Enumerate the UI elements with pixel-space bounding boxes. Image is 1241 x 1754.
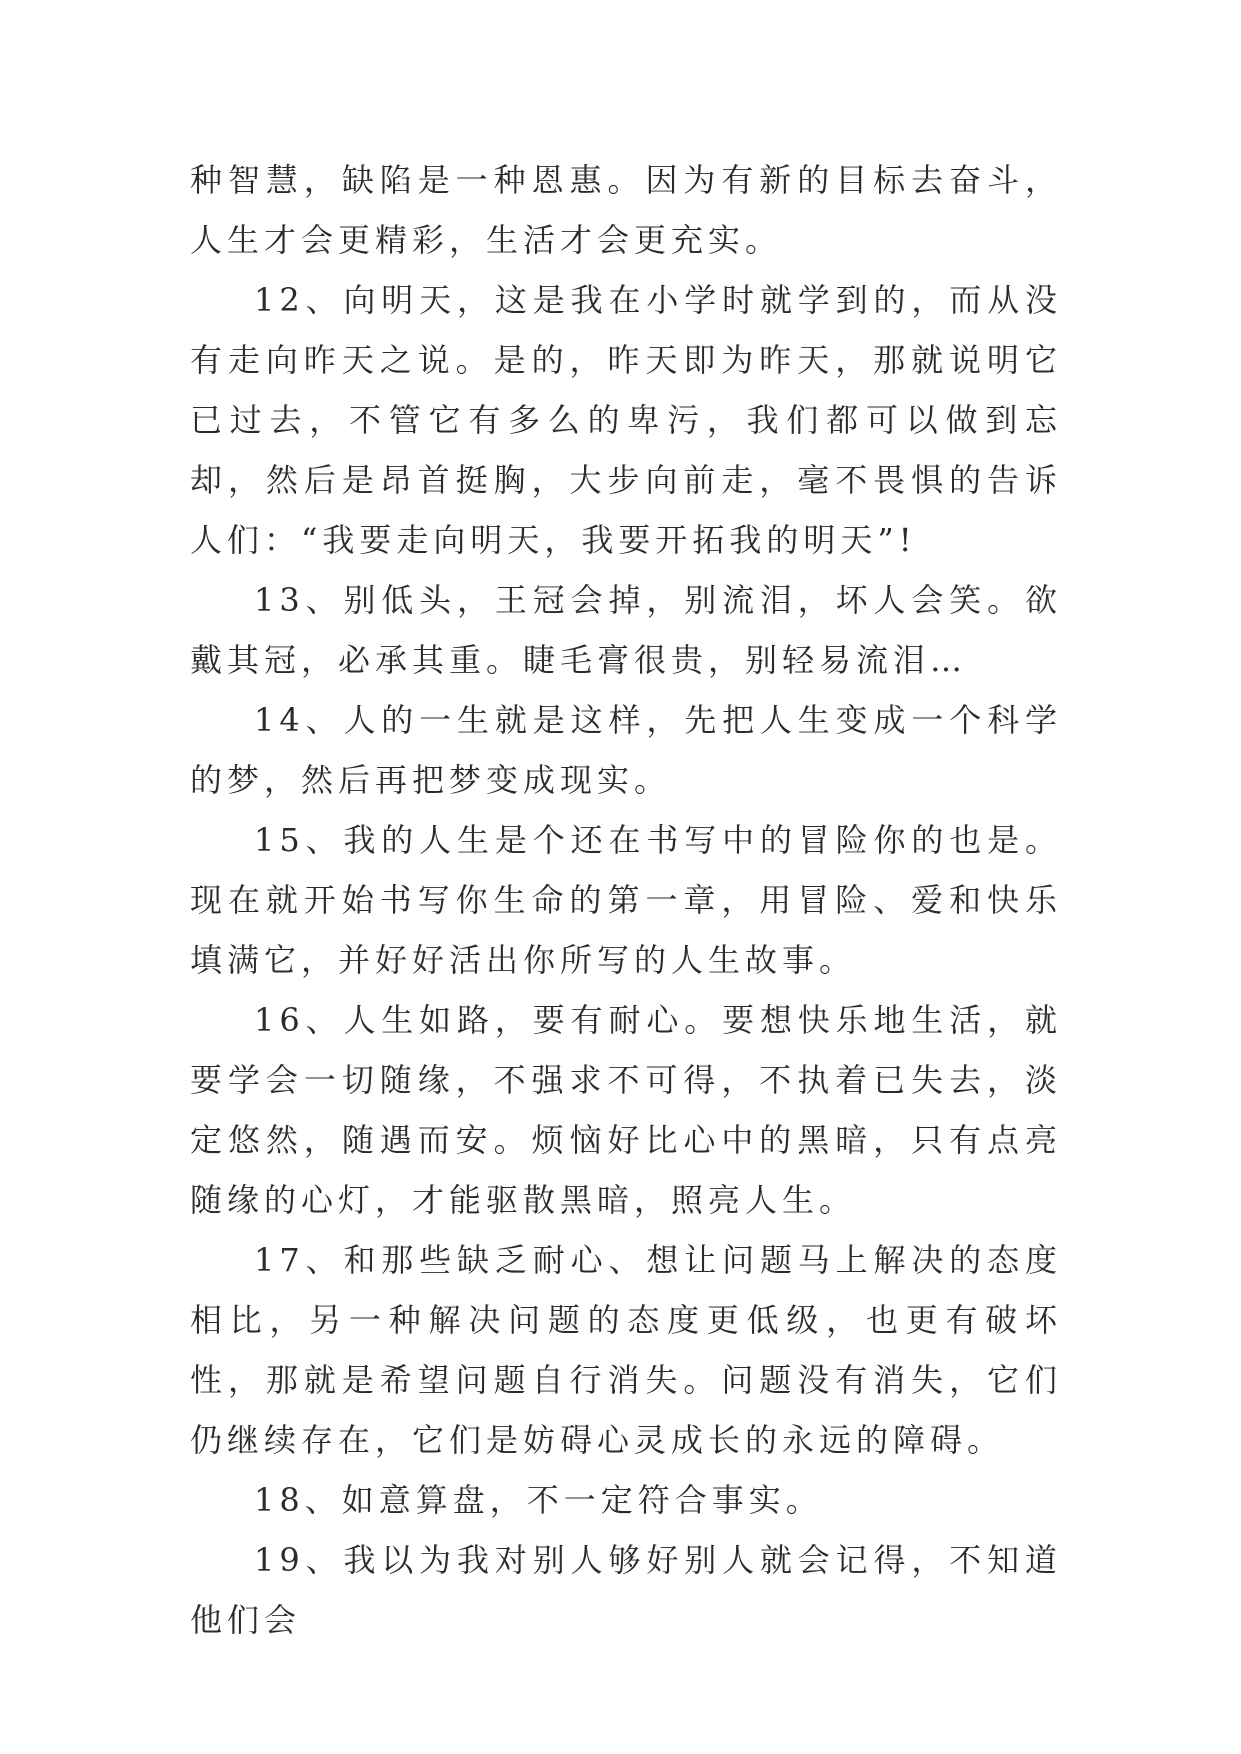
paragraph-15: 15、我的人生是个还在书写中的冒险你的也是。现在就开始书写你生命的第一章，用冒险、爱和快乐填满它，并好好活出你所写的人生故事。: [190, 821, 1062, 979]
paragraph-18: 18、如意算盘，不一定符合事实。: [254, 1481, 823, 1519]
paragraph-13: 13、别低头，王冠会掉，别流泪，坏人会笑。欲戴其冠，必承其重。睫毛膏很贵，别轻易流泪…: [190, 581, 1062, 679]
paragraph-16: 16、人生如路，要有耐心。要想快乐地生活，就要学会一切随缘，不强求不可得，不执着已失去，淡定悠然，随遇而安。烦恼好比心中的黑暗，只有点亮随缘的心灯，才能驱散黑暗，照亮人生。: [190, 1001, 1062, 1219]
paragraph-12: 12、向明天，这是我在小学时就学到的，而从没有走向昨天之说。是的，昨天即为昨天，那就说明它已过去，不管它有多么的卑污，我们都可以做到忘却，然后是昂首挺胸，大步向前走，毫不畏惧的告诉人们：“我要走向明天，我要开拓我的明天”!: [190, 281, 1062, 559]
document-body: [190, 150, 1062, 1650]
paragraph-19: 19、我以为我对别人够好别人就会记得，不知道他们会: [190, 1541, 1062, 1639]
paragraph-17: 17、和那些缺乏耐心、想让问题马上解决的态度相比，另一种解决问题的态度更低级，也更有破坏性，那就是希望问题自行消失。问题没有消失，它们仍继续存在，它们是妨碍心灵成长的永远的障碍。: [190, 1241, 1062, 1459]
paragraph-14: 14、人的一生就是这样，先把人生变成一个科学的梦，然后再把梦变成现实。: [190, 701, 1062, 799]
paragraph-continuation: 种智慧，缺陷是一种恩惠。因为有新的目标去奋斗，人生才会更精彩，生活才会更充实。: [190, 161, 1062, 259]
